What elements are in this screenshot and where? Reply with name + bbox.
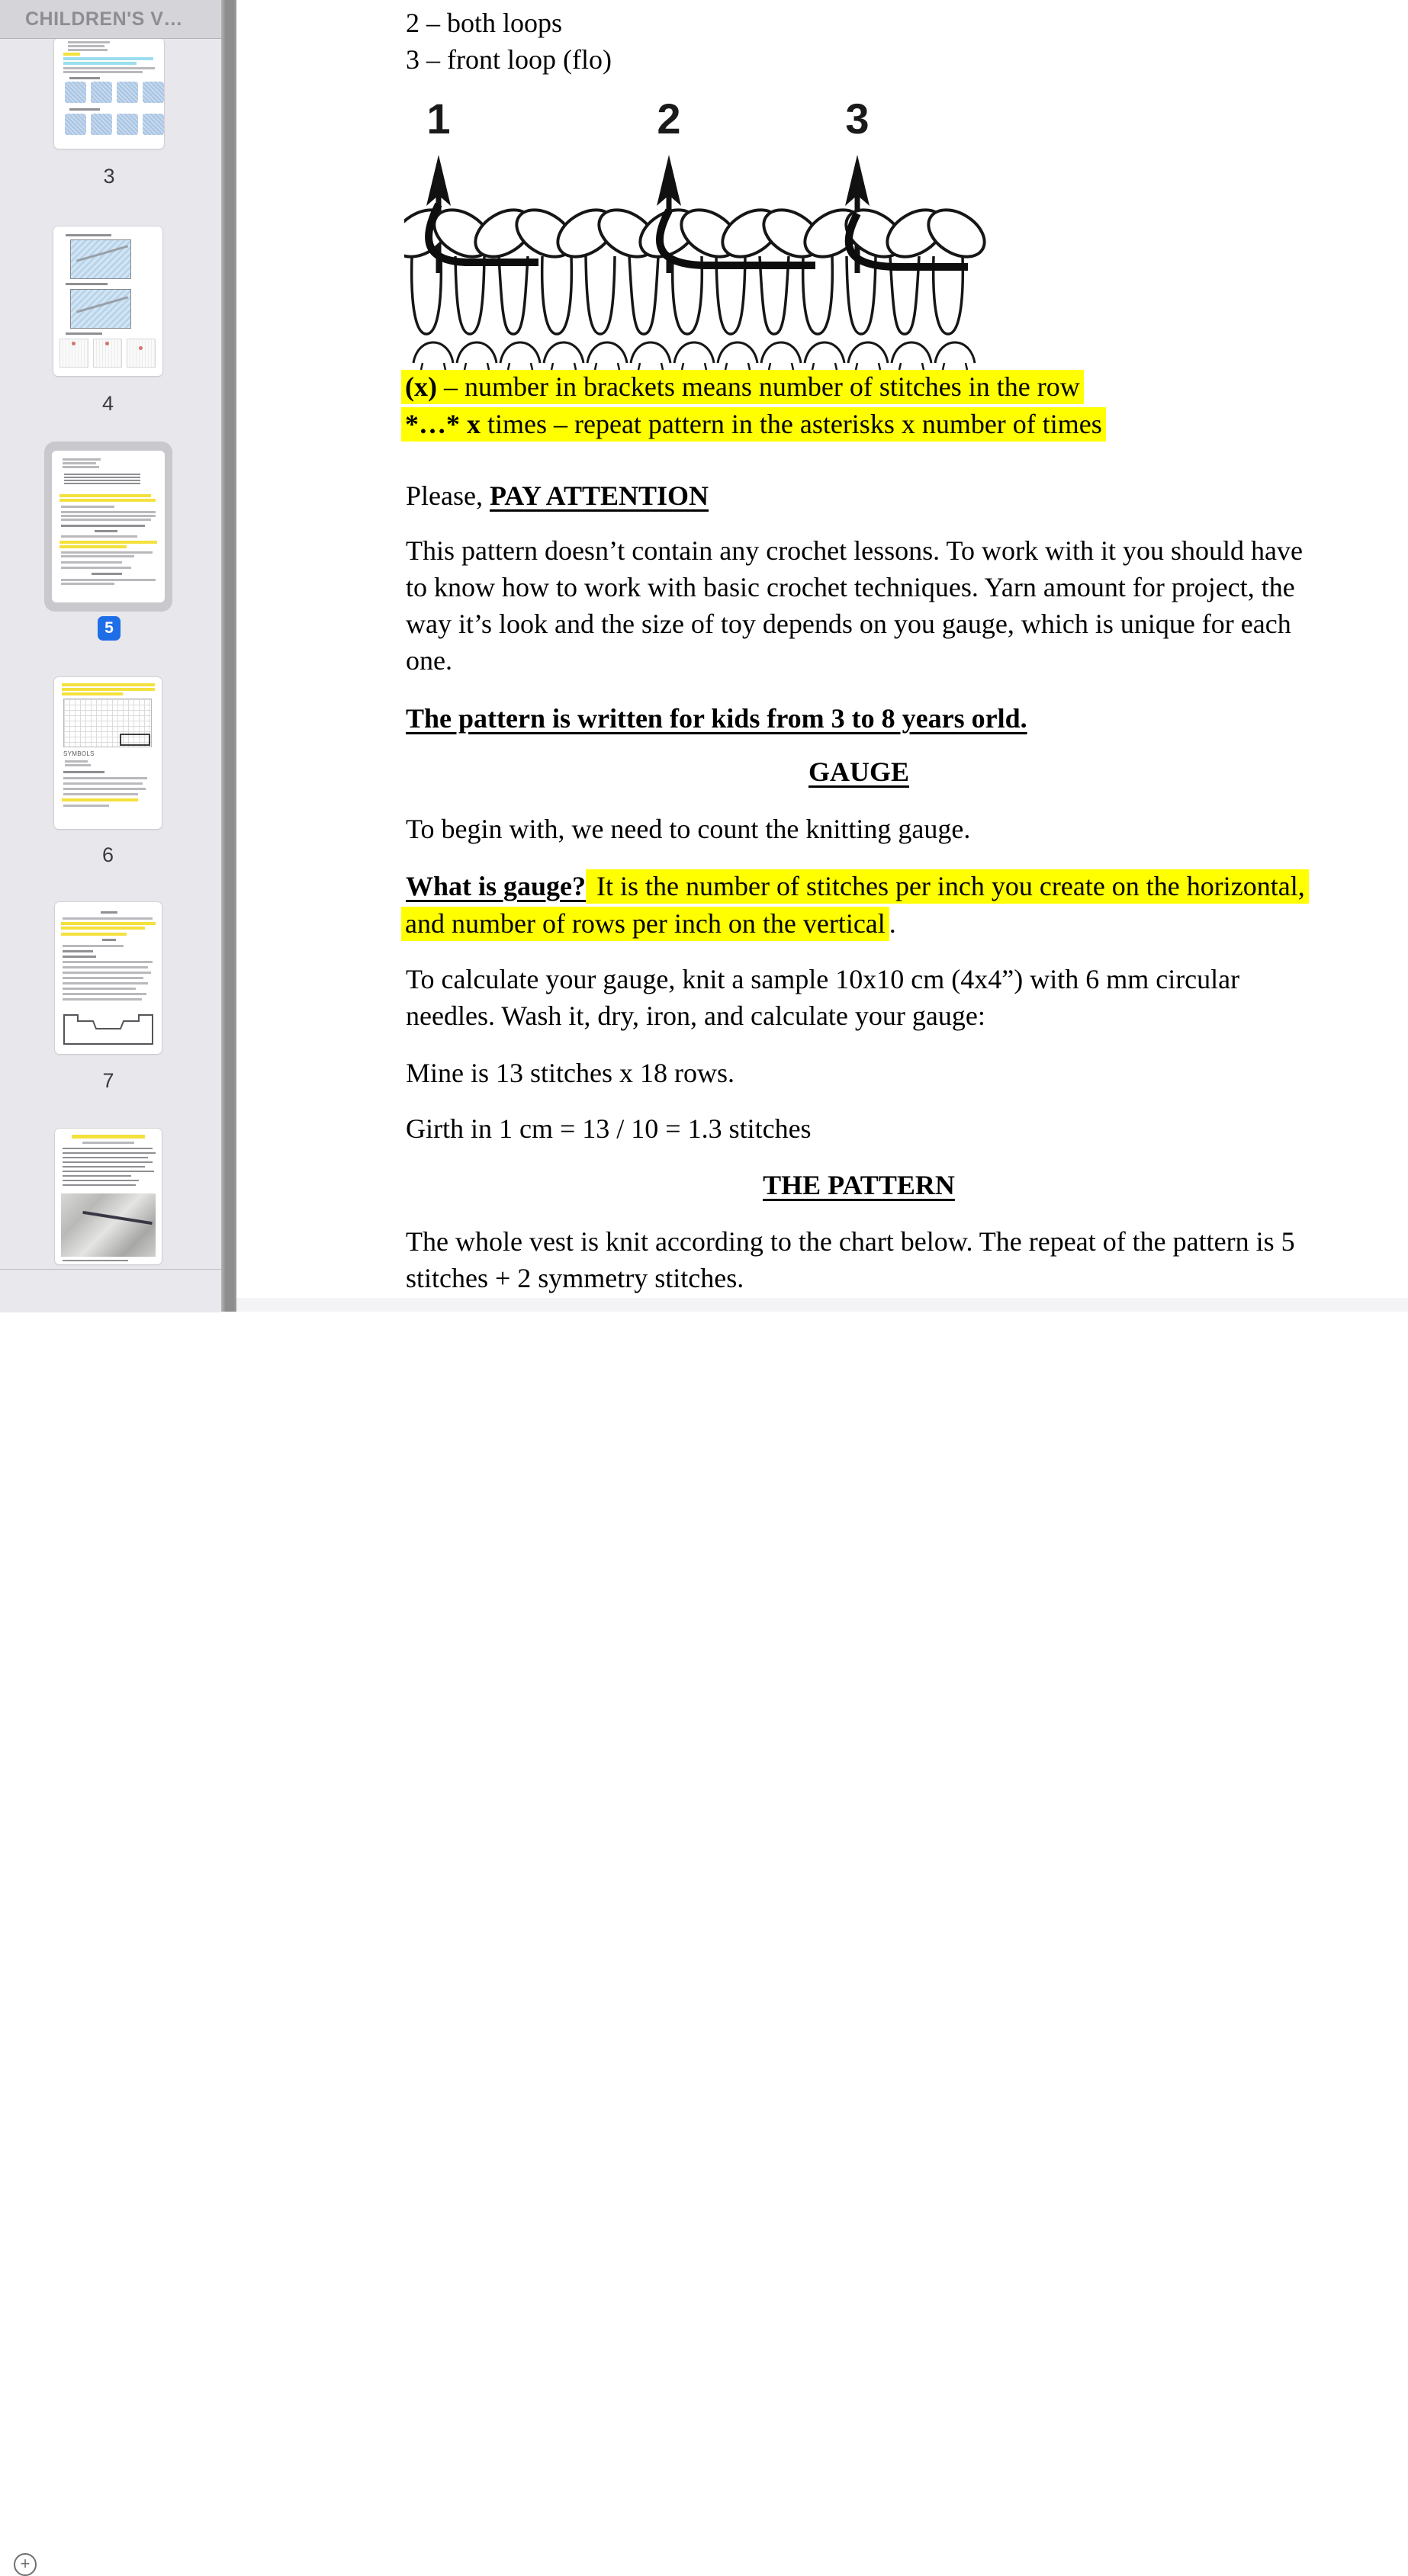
thumb-highlight bbox=[59, 499, 156, 502]
thumb-text-line bbox=[63, 782, 143, 785]
thumb-highlight bbox=[62, 798, 138, 801]
thumb-text-line bbox=[63, 966, 148, 968]
thumb-text-line bbox=[95, 530, 117, 532]
thumb-diagram-line bbox=[64, 477, 140, 478]
thumb-highlight bbox=[59, 541, 157, 544]
thumbnail-page-8[interactable] bbox=[55, 1129, 162, 1264]
what-is-gauge-block bbox=[406, 868, 1309, 943]
thumb-highlight bbox=[59, 545, 127, 548]
thumb-text-line bbox=[63, 1152, 156, 1154]
thumb-text-line bbox=[63, 982, 148, 984]
sidebar-header bbox=[0, 0, 221, 39]
thumb-text-line bbox=[68, 49, 108, 51]
bold-term: *…* x bbox=[405, 409, 481, 439]
thumb-diagram-line bbox=[64, 480, 140, 481]
selected-page-badge: 5 bbox=[98, 616, 121, 641]
thumb-highlight bbox=[59, 494, 151, 497]
thumbnail-page-3[interactable] bbox=[54, 38, 164, 149]
thumb-diagram-line bbox=[64, 474, 140, 475]
gauge-heading: GAUGE bbox=[808, 756, 909, 787]
thumb-text-line bbox=[69, 77, 100, 79]
thumb-knit-swatch bbox=[143, 82, 164, 103]
thumb-text-line bbox=[63, 998, 142, 1001]
thumb-text-line bbox=[63, 777, 147, 779]
thumb-text-line bbox=[61, 555, 134, 557]
thumb-diagram-line bbox=[64, 483, 140, 484]
thumb-text-line bbox=[63, 788, 146, 790]
page-number-label: 6 bbox=[101, 843, 114, 866]
thumb-highlight bbox=[62, 692, 123, 695]
thumb-knit-sketch bbox=[59, 339, 88, 368]
pattern-section bbox=[406, 1167, 1312, 1203]
thumb-text-line bbox=[102, 939, 116, 941]
thumb-highlight bbox=[63, 57, 153, 60]
thumb-knit-swatch bbox=[143, 114, 164, 135]
thumb-text-line bbox=[61, 561, 122, 564]
thumb-text-line bbox=[61, 515, 156, 517]
thumb-text-line bbox=[63, 1175, 131, 1177]
thumb-diagram bbox=[70, 239, 131, 279]
thumb-text-line bbox=[63, 977, 143, 979]
thumb-text-line bbox=[63, 961, 153, 963]
what-is-gauge-label: What is gauge? bbox=[406, 871, 587, 901]
thumb-schematic bbox=[63, 1013, 154, 1045]
thumb-text-line bbox=[63, 458, 101, 461]
thumb-text-line bbox=[66, 234, 111, 236]
page-number-label: 4 bbox=[101, 392, 114, 415]
thumb-highlight bbox=[63, 53, 80, 56]
thumb-text-line bbox=[61, 535, 137, 538]
thumb-text-line bbox=[63, 771, 104, 773]
thumb-text-line bbox=[63, 1148, 153, 1149]
pattern-paragraph bbox=[406, 1223, 1329, 1296]
thumb-knit-swatch bbox=[65, 114, 86, 135]
loop-list bbox=[406, 5, 612, 78]
mine-line: Mine is 13 stitches x 18 rows. bbox=[406, 1058, 735, 1088]
thumb-knit-sketch bbox=[127, 339, 156, 368]
thumb-highlight bbox=[63, 62, 137, 65]
thumb-text-line bbox=[63, 950, 93, 952]
paragraph-line: needles. Wash it, dry, iron, and calculate your gauge: bbox=[406, 1001, 985, 1031]
thumb-text-line bbox=[63, 1184, 136, 1186]
what-is-gauge-line2 bbox=[401, 905, 1309, 943]
highlight-text: It is the number of stitches per inch you create on the horizontal, bbox=[586, 869, 1309, 904]
thumb-text-line bbox=[61, 506, 114, 508]
gauge-intro-line: To begin with, we need to count the knitting gauge. bbox=[406, 814, 971, 844]
thumb-needle bbox=[76, 296, 128, 313]
thumb-text-line bbox=[63, 972, 151, 974]
paragraph-line: stitches + 2 symmetry stitches. bbox=[406, 1263, 744, 1293]
what-is-gauge-line1 bbox=[406, 868, 1309, 905]
diagram-number-3: 3 bbox=[845, 95, 870, 143]
thumb-text-line bbox=[63, 1161, 153, 1163]
thumbnail-page-7[interactable] bbox=[55, 902, 162, 1054]
thumb-knit-swatch bbox=[117, 114, 138, 135]
page-number-label: 3 bbox=[103, 165, 115, 188]
page-bottom-edge bbox=[236, 1298, 1408, 1312]
vertical-scrollbar[interactable] bbox=[221, 0, 236, 1312]
thumb-highlight bbox=[62, 683, 155, 686]
thumb-text-line bbox=[61, 551, 153, 554]
thumb-text-line bbox=[66, 283, 108, 285]
paragraph-line: To calculate your gauge, knit a sample 10x10 cm (4x4”) with 6 mm circular bbox=[406, 964, 1240, 994]
thumb-text-line bbox=[61, 525, 145, 527]
highlight-text: – number in brackets means number of stitches in the row bbox=[436, 371, 1080, 402]
thumbnail-sidebar bbox=[0, 0, 221, 2573]
thumb-text-line bbox=[63, 71, 143, 73]
thumb-text-line bbox=[69, 108, 100, 111]
thumb-knit-swatch bbox=[65, 82, 86, 103]
list-item: 2 – both loops bbox=[406, 8, 563, 38]
thumb-text-line bbox=[63, 805, 109, 807]
highlight-text: and number of rows per inch on the vertical bbox=[401, 907, 889, 941]
thumb-text-line bbox=[65, 760, 88, 763]
thumbnail-page-5[interactable] bbox=[52, 451, 165, 602]
thumb-knit-sketch bbox=[93, 339, 122, 368]
thumb-text-line bbox=[61, 567, 131, 569]
sentence-tail: . bbox=[889, 908, 896, 939]
sidebar-bottom-bar bbox=[0, 1269, 221, 2573]
thumb-text-line bbox=[66, 332, 102, 335]
thumb-text-line bbox=[63, 956, 96, 958]
thumb-text-line bbox=[65, 764, 91, 766]
thumb-text-line bbox=[61, 511, 156, 513]
thumb-text-line bbox=[61, 519, 151, 521]
thumb-photo bbox=[61, 1193, 156, 1257]
kids-age-line bbox=[406, 700, 1027, 737]
diagram-number-2: 2 bbox=[657, 95, 681, 143]
calc-paragraph bbox=[406, 961, 1329, 1034]
page-number-label: 7 bbox=[102, 1069, 114, 1092]
thumb-symbols-text: SYMBOLS bbox=[63, 750, 95, 757]
thumb-text-line bbox=[68, 41, 110, 43]
thumbnail-page-6[interactable] bbox=[54, 677, 162, 829]
thumb-text-line bbox=[63, 1171, 154, 1172]
thumb-text-line bbox=[63, 945, 124, 947]
thumb-knit-swatch bbox=[117, 82, 138, 103]
thumb-text-line bbox=[92, 573, 122, 575]
diagram-number-1: 1 bbox=[426, 95, 451, 143]
thumb-photo-needle bbox=[82, 1211, 152, 1225]
gauge-section bbox=[406, 753, 1312, 790]
thumb-needle bbox=[76, 245, 128, 262]
thumb-knit-swatch bbox=[91, 114, 112, 135]
paragraph-line: to know how to work with basic crochet techniques. Yarn amount for project, the bbox=[406, 572, 1295, 602]
attention-emphasis: PAY ATTENTION bbox=[489, 480, 709, 511]
thumbnail-page-4[interactable] bbox=[53, 226, 162, 376]
thumb-text-line bbox=[63, 993, 146, 995]
attention-line bbox=[406, 477, 709, 514]
thumb-text-line bbox=[63, 1260, 128, 1261]
list-item: 3 – front loop (flo) bbox=[406, 44, 612, 75]
paragraph-line: This pattern doesn’t contain any crochet lessons. To work with it you should have bbox=[406, 535, 1303, 566]
thumb-text-line bbox=[68, 45, 104, 47]
thumb-text-line bbox=[63, 1157, 148, 1158]
thumb-highlight bbox=[61, 933, 127, 936]
paragraph-line: The whole vest is knit according to the chart below. The repeat of the pattern is 5 bbox=[406, 1226, 1295, 1257]
thumb-text-line bbox=[63, 917, 153, 920]
highlight-line bbox=[401, 406, 1106, 443]
thumb-text-line bbox=[82, 1142, 134, 1144]
girth-line: Girth in 1 cm = 13 / 10 = 1.3 stitches bbox=[406, 1113, 812, 1144]
pattern-heading: THE PATTERN bbox=[763, 1170, 955, 1200]
thumb-text-line bbox=[63, 462, 96, 464]
thumb-diagram bbox=[70, 289, 131, 329]
thumb-knit-swatch bbox=[91, 82, 112, 103]
thumb-text-line bbox=[63, 793, 138, 795]
thumb-highlight bbox=[61, 922, 156, 925]
thumb-text-line bbox=[63, 1180, 139, 1181]
thumb-text-line bbox=[101, 911, 117, 914]
thumb-text-line bbox=[63, 67, 155, 69]
thumb-text-line bbox=[63, 466, 99, 468]
thumb-text-line bbox=[63, 1166, 145, 1168]
thumb-highlight bbox=[72, 1135, 145, 1139]
attention-prefix: Please, bbox=[406, 480, 490, 511]
highlight-text: times – repeat pattern in the asterisks x number of times bbox=[481, 409, 1102, 439]
thumb-highlight bbox=[62, 688, 155, 691]
bold-term: (x) bbox=[405, 371, 437, 402]
highlight-line bbox=[401, 368, 1106, 406]
thumb-text-line bbox=[61, 583, 114, 585]
document-title: CHILDREN'S V… bbox=[25, 8, 183, 30]
kids-age-text: The pattern is written for kids from 3 to 8 years orld. bbox=[406, 703, 1027, 734]
intro-paragraph bbox=[406, 532, 1329, 679]
thumb-text-line bbox=[63, 988, 136, 990]
thumb-chart-repeat-box bbox=[120, 734, 150, 746]
highlight-note bbox=[401, 368, 1106, 443]
crochet-stitch-diagram bbox=[404, 90, 1190, 371]
paragraph-line: one. bbox=[406, 645, 452, 676]
thumb-highlight bbox=[61, 927, 145, 930]
paragraph-line: way it’s look and the size of toy depends on you gauge, which is unique for each bbox=[406, 609, 1291, 639]
thumb-text-line bbox=[61, 579, 156, 581]
add-page-button[interactable]: + bbox=[14, 2553, 37, 2576]
